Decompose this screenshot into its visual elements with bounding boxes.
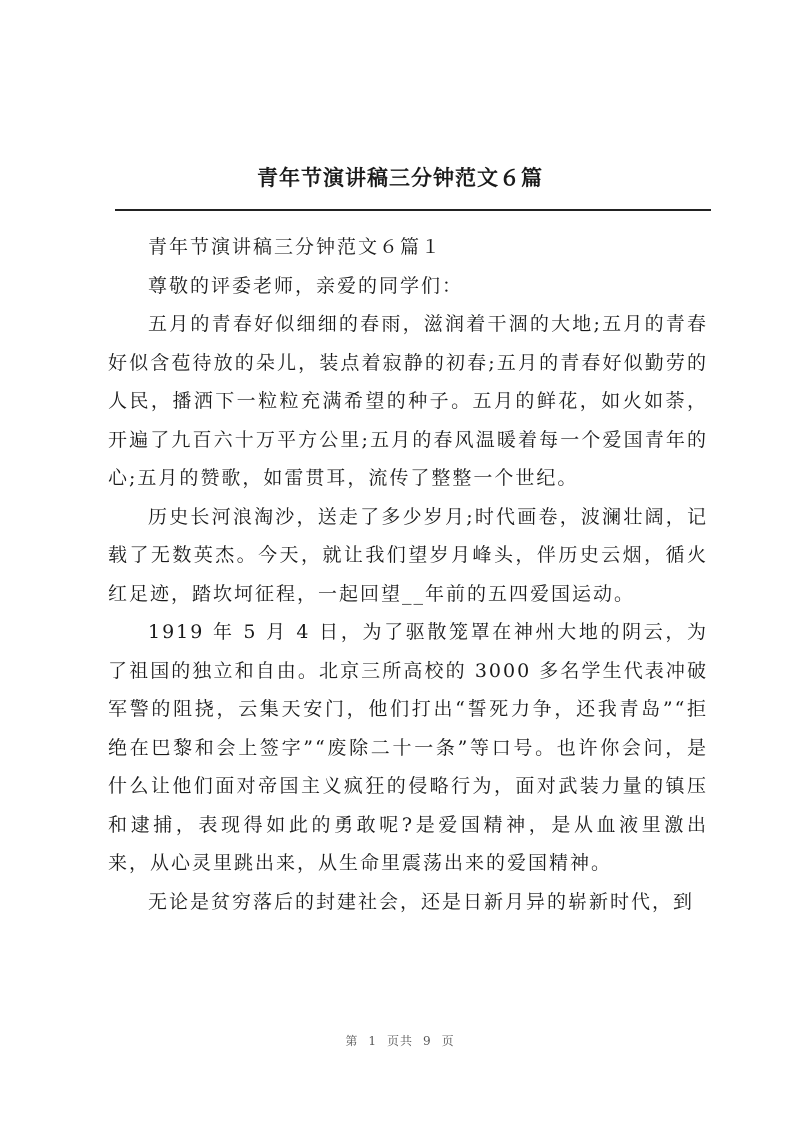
salutation: 尊敬的评委老师，亲爱的同学们： <box>148 274 464 297</box>
page-label: 第 <box>345 1034 359 1048</box>
paragraph: 1919 年 5 月 4 日，为了驱散笼罩在神州大地的阴云，为了祖国的独立和自由。北京三所高校的 3000 多名学生代表冲破军警的阻挠，云集天安门，他们打出“誓死力争，还我青岛”“拒绝在巴黎和会上签字”“废除二十一条”等口号。也许你会问，是什么让他们面对帝国主义疯狂的侵略行为，面对武装力量的镇压和逮捕，表现得如此的勇敢呢?是爱国精神，是从血液里激出来，从心灵里跳出来，从生命里震荡出来的爱国精神。 <box>108 621 708 874</box>
paragraph: 五月的青春好似细细的春雨，滋润着干涸的大地;五月的青春好似含苞待放的朵儿，装点着寂静的初春;五月的青春好似勤劳的人民，播洒下一粒粒充满希望的种子。五月的鲜花，如火如荼，开遍了九百六十万平方公里;五月的春风温暖着每一个爱国青年的心;五月的赞歌，如雷贯耳，流传了整整一个世纪。 <box>108 313 708 489</box>
section-heading: 青年节演讲稿三分钟范文６篇１ <box>148 236 443 258</box>
title-divider <box>115 209 711 211</box>
page-of: 页共 <box>386 1034 413 1048</box>
document-body <box>108 228 708 921</box>
page-suffix: 页 <box>441 1034 455 1048</box>
page-current: 1 <box>368 1034 377 1048</box>
paragraph: 无论是贫穷落后的封建社会，还是日新月异的崭新时代，到 <box>148 890 695 913</box>
paragraph: 历史长河浪淘沙，送走了多少岁月;时代画卷，波澜壮阔，记载了无数英杰。今天，就让我们望岁月峰头，伴历史云烟，循火红足迹，踏坎坷征程，一起回望__年前的五四爱国运动。 <box>108 505 708 605</box>
page-footer <box>0 1032 800 1049</box>
page-total: 9 <box>423 1034 432 1048</box>
page-title: 青年节演讲稿三分钟范文６篇 <box>257 165 543 190</box>
